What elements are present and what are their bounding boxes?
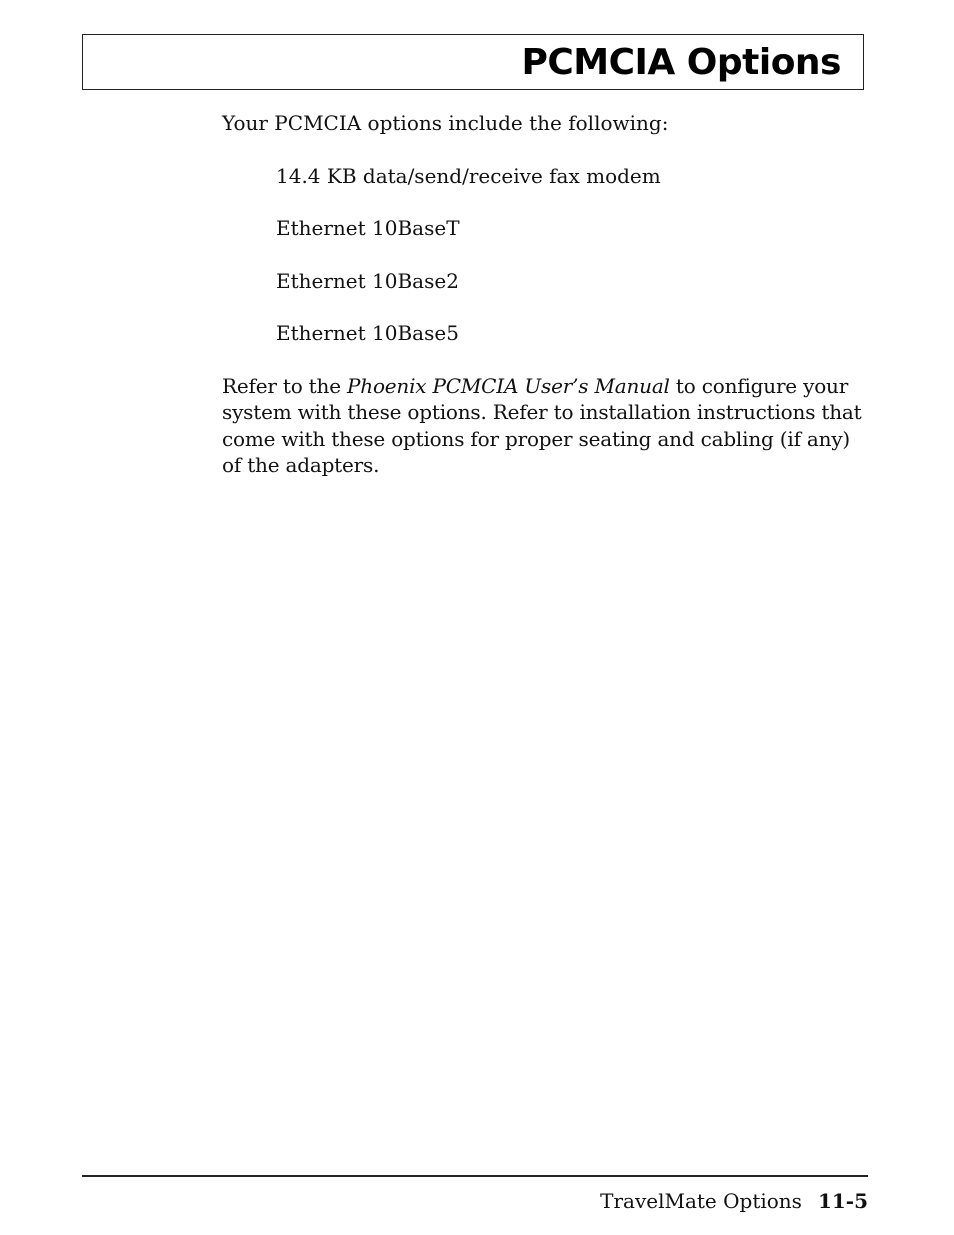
paragraph-rest: to configure your system with these options. Refer to installation instructions that come with these options for proper seating and cabling (if any) of the adapters.	[222, 373, 862, 477]
page-number: 11-5	[817, 1189, 868, 1213]
intro-text: Your PCMCIA options include the following:	[222, 111, 669, 135]
footer-section: TravelMate Options	[600, 1189, 802, 1213]
options-list	[222, 163, 870, 347]
footer	[600, 1188, 868, 1214]
paragraph-lead: Refer to the	[222, 373, 347, 398]
footer-rule	[82, 1175, 868, 1177]
list-item: Ethernet 10BaseT	[276, 216, 460, 240]
list-item: 14.4 KB data/send/receive fax modem	[276, 163, 661, 188]
title-box	[82, 34, 864, 90]
manual-title: Phoenix PCMCIA User’s Manual	[347, 373, 670, 398]
list-item: Ethernet 10Base5	[276, 321, 459, 345]
list-item: Ethernet 10Base2	[276, 268, 459, 293]
instructions-paragraph	[222, 373, 870, 479]
main-content	[222, 110, 870, 479]
page-title: PCMCIA Options	[521, 42, 841, 83]
